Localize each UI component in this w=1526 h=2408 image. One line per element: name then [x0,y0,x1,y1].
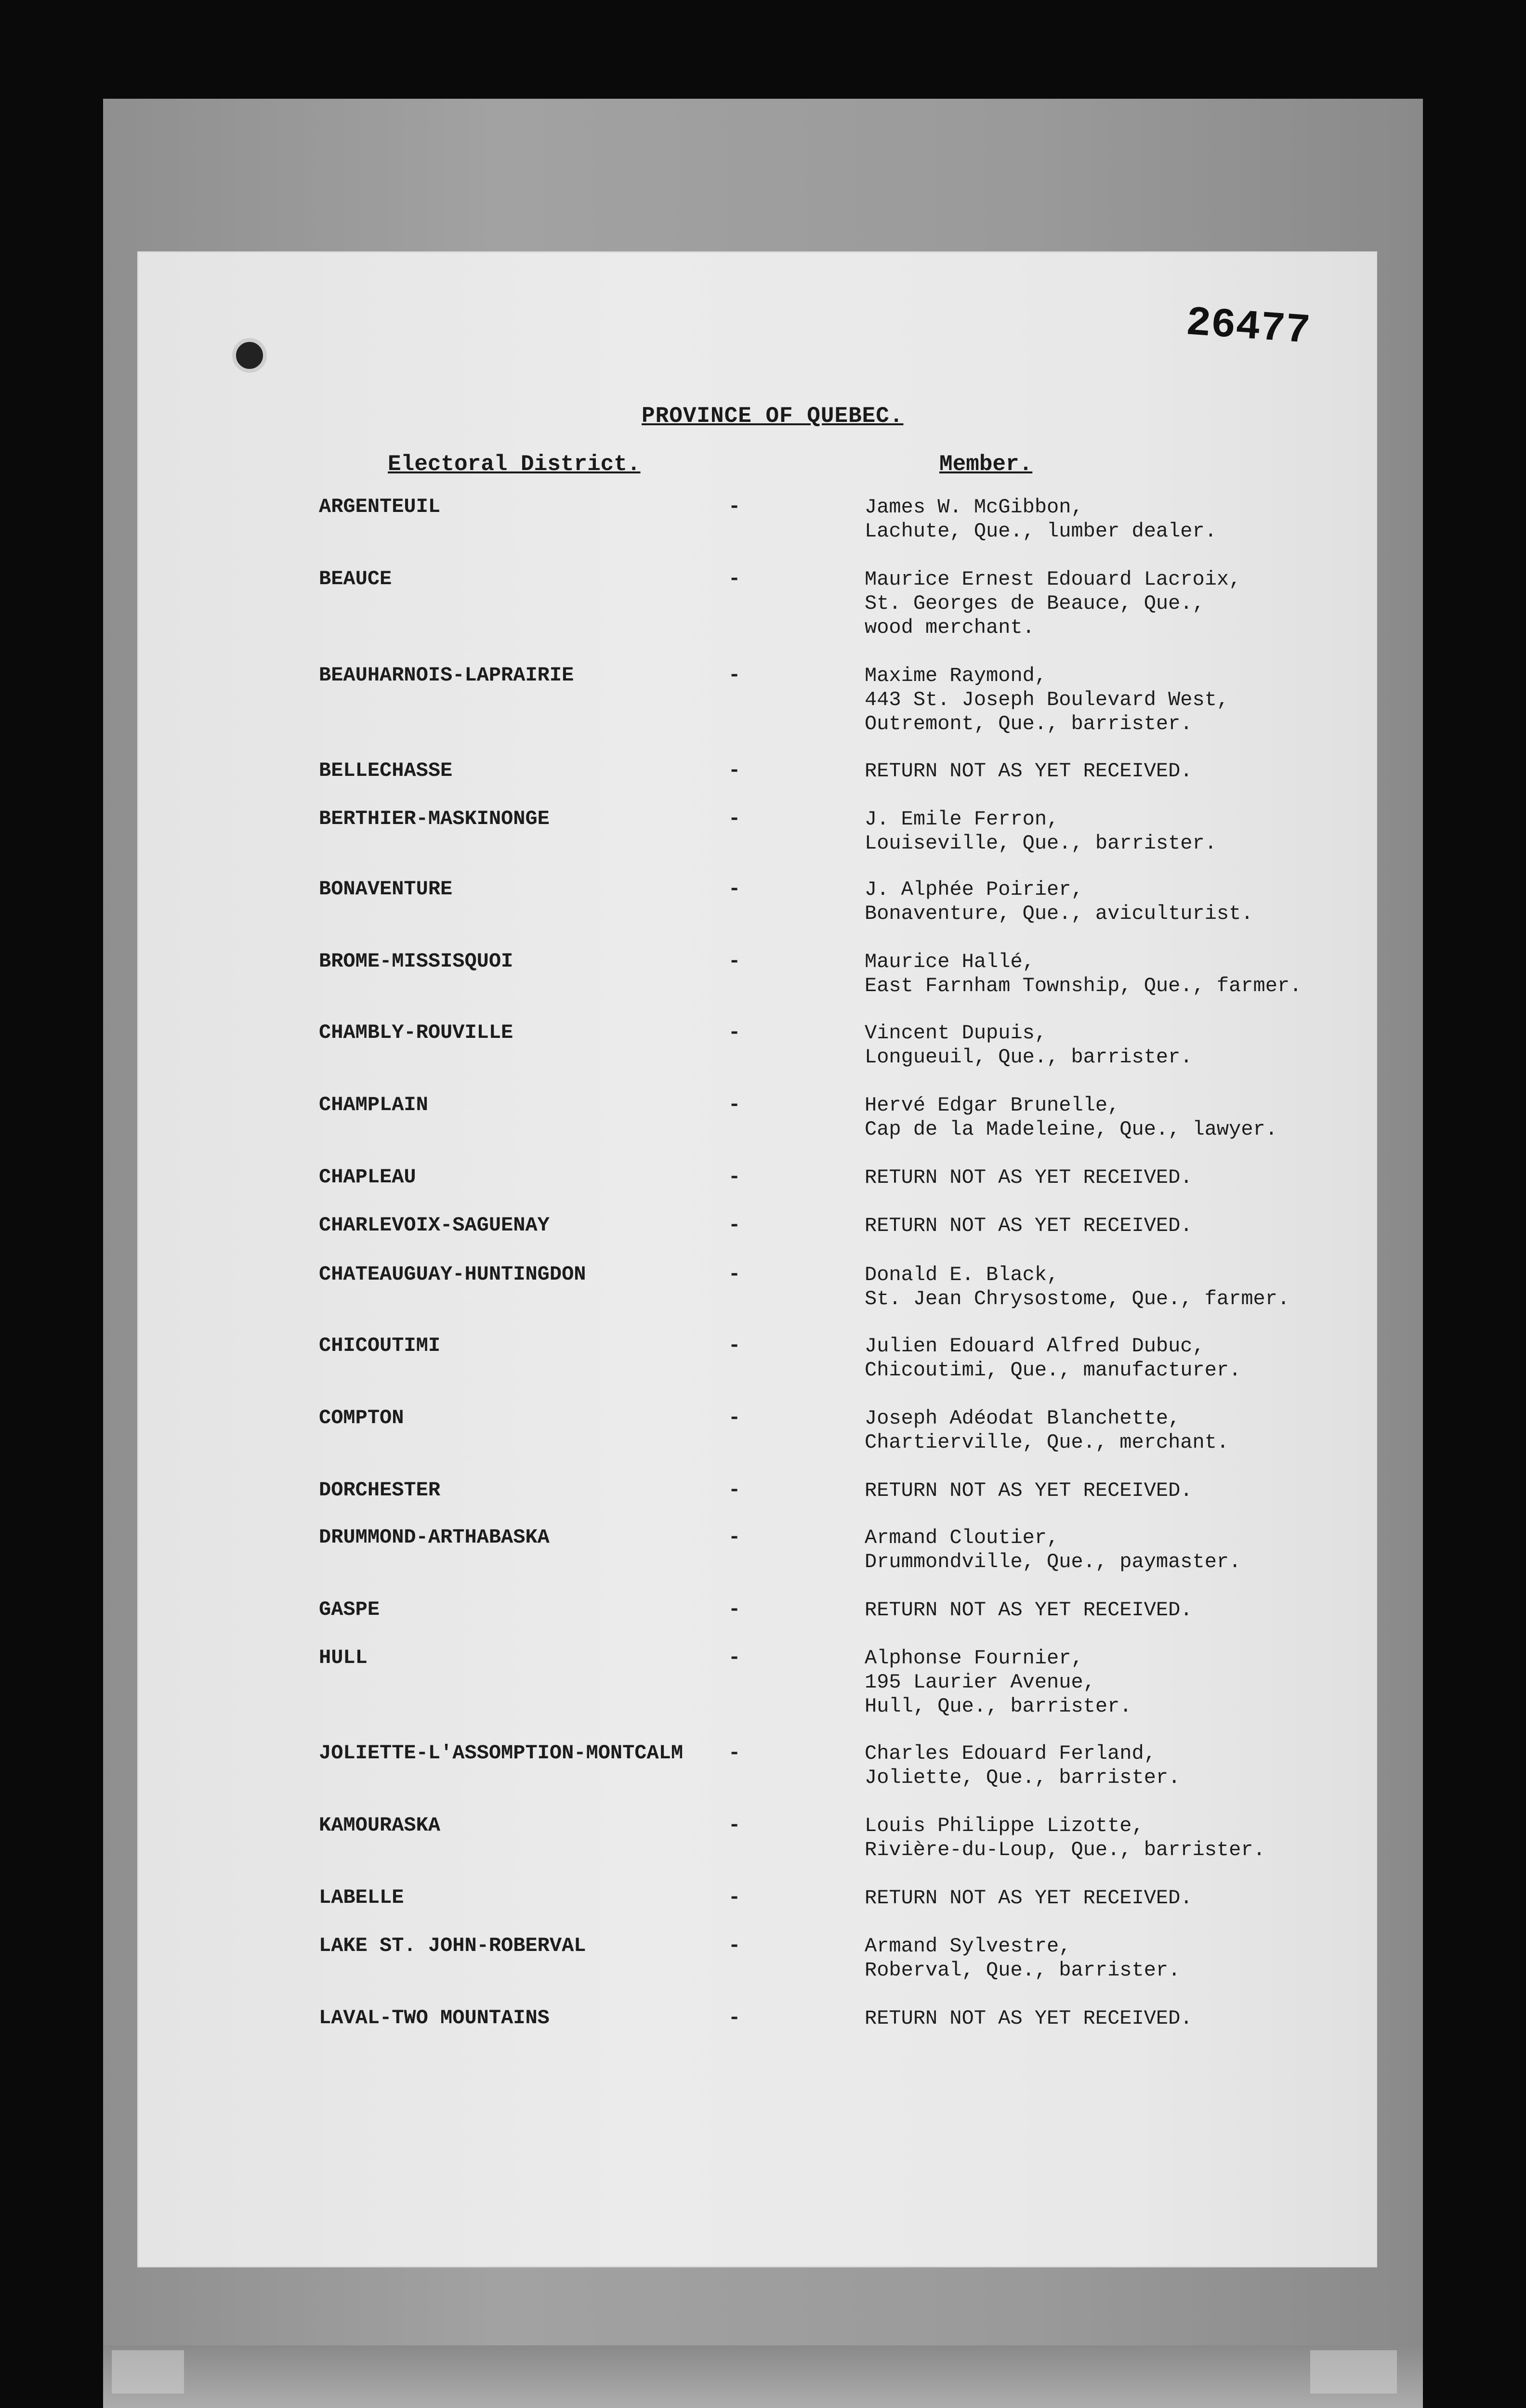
member-line: RETURN NOT AS YET RECEIVED. [865,1166,1193,1189]
member-line: Rivière-du-Loup, Que., barrister. [865,1838,1265,1861]
district-name: LAKE ST. JOHN-ROBERVAL [319,1934,586,1957]
member-details [865,1263,1289,1311]
separator-dash: - [728,664,741,687]
separator-dash: - [728,1646,741,1669]
member-details [865,1479,1193,1503]
separator-dash: - [728,1214,741,1237]
member-line: RETURN NOT AS YET RECEIVED. [865,1214,1193,1237]
district-name: BERTHIER-MASKINONGE [319,807,550,830]
district-name: LABELLE [319,1886,404,1909]
separator-dash: - [728,567,741,590]
document-title: PROVINCE OF QUEBEC. [642,404,904,429]
member-line: Chicoutimi, Que., manufacturer. [865,1359,1241,1382]
member-details [865,807,1217,855]
district-name: GASPE [319,1598,380,1621]
tape-piece [112,2350,184,2394]
member-line: James W. McGibbon, [865,496,1083,519]
separator-dash: - [728,1598,741,1621]
separator-dash: - [728,1406,741,1429]
member-line: Charles Edouard Ferland, [865,1742,1156,1765]
member-details [865,664,1229,736]
member-line: J. Emile Ferron, [865,808,1059,831]
separator-dash: - [728,1479,741,1502]
member-line: Hull, Que., barrister. [865,1695,1132,1718]
member-line: wood merchant. [865,616,1035,639]
page-number-stamp: 26477 [1184,299,1312,355]
member-line: Alphonse Fournier, [865,1647,1083,1670]
member-details [865,950,1302,998]
district-name: BONAVENTURE [319,877,453,901]
member-details [865,1814,1265,1862]
separator-dash: - [728,1526,741,1549]
member-line: East Farnham Township, Que., farmer. [865,974,1302,997]
separator-dash: - [728,1741,741,1765]
member-details [865,1093,1277,1141]
member-line: Outremont, Que., barrister. [865,712,1193,735]
document-page [139,253,1376,2266]
member-line: Louis Philippe Lizotte, [865,1814,1144,1837]
district-name: JOLIETTE-L'ASSOMPTION-MONTCALM [319,1741,684,1765]
district-name: COMPTON [319,1406,404,1429]
member-line: RETURN NOT AS YET RECEIVED. [865,1886,1193,1910]
district-name: CHAMPLAIN [319,1093,428,1116]
member-details [865,877,1253,926]
district-column-header: Electoral District. [388,452,641,477]
member-details [865,1741,1180,1790]
member-line: Maxime Raymond, [865,664,1047,687]
separator-dash: - [728,1334,741,1357]
separator-dash: - [728,1165,741,1189]
separator-dash: - [728,495,741,518]
member-details [865,1598,1193,1622]
district-name: BEAUCE [319,567,392,590]
member-line: Armand Cloutier, [865,1526,1059,1549]
separator-dash: - [728,1263,741,1286]
member-line: 195 Laurier Avenue, [865,1671,1095,1694]
district-name: CHICOUTIMI [319,1334,441,1357]
member-details [865,1934,1180,1982]
district-name: CHARLEVOIX-SAGUENAY [319,1214,550,1237]
member-line: Maurice Ernest Edouard Lacroix, [865,568,1241,591]
separator-dash: - [728,1934,741,1957]
member-line: St. Jean Chrysostome, Que., farmer. [865,1287,1290,1310]
member-details [865,759,1193,783]
member-line: Armand Sylvestre, [865,1935,1071,1958]
member-line: Donald E. Black, [865,1263,1059,1286]
district-name: HULL [319,1646,368,1669]
separator-dash: - [728,807,741,830]
district-name: CHATEAUGUAY-HUNTINGDON [319,1263,586,1286]
member-line: RETURN NOT AS YET RECEIVED. [865,759,1193,783]
separator-dash: - [728,2006,741,2029]
district-name: BROME-MISSISQUOI [319,950,513,973]
separator-dash: - [728,1093,741,1116]
member-line: 443 St. Joseph Boulevard West, [865,688,1229,711]
member-column-header: Member. [939,452,1033,477]
member-line: Cap de la Madeleine, Que., lawyer. [865,1118,1277,1141]
member-details [865,1646,1132,1718]
member-line: Longueuil, Que., barrister. [865,1046,1193,1069]
member-line: St. Georges de Beauce, Que., [865,592,1205,615]
member-details [865,1021,1193,1069]
district-name: KAMOURASKA [319,1814,441,1837]
member-line: Louiseville, Que., barrister. [865,832,1217,855]
member-line: Roberval, Que., barrister. [865,1959,1181,1982]
member-line: Drummondville, Que., paymaster. [865,1550,1241,1573]
separator-dash: - [728,1814,741,1837]
member-details [865,1165,1193,1190]
separator-dash: - [728,877,741,901]
member-line: Bonaventure, Que., aviculturist. [865,902,1253,925]
member-line: Julien Edouard Alfred Dubuc, [865,1335,1205,1358]
tape-piece [1310,2350,1397,2394]
punch-hole [232,338,267,373]
member-details [865,1886,1193,1910]
member-line: J. Alphée Poirier, [865,878,1083,901]
archive-mount-footer [103,2345,1423,2408]
member-line: Hervé Edgar Brunelle, [865,1094,1120,1117]
district-name: CHAMBLY-ROUVILLE [319,1021,513,1044]
member-line: Joseph Adéodat Blanchette, [865,1407,1181,1430]
district-name: BELLECHASSE [319,759,453,782]
district-name: DRUMMOND-ARTHABASKA [319,1526,550,1549]
member-line: RETURN NOT AS YET RECEIVED. [865,2007,1193,2030]
member-line: RETURN NOT AS YET RECEIVED. [865,1598,1193,1622]
member-line: Vincent Dupuis, [865,1021,1047,1045]
member-line: Lachute, Que., lumber dealer. [865,520,1217,543]
district-name: LAVAL-TWO MOUNTAINS [319,2006,550,2029]
member-line: Maurice Hallé, [865,950,1035,973]
separator-dash: - [728,1886,741,1909]
member-details [865,2006,1193,2030]
member-details [865,495,1217,543]
member-details [865,1334,1241,1382]
district-name: BEAUHARNOIS-LAPRAIRIE [319,664,574,687]
member-details [865,1406,1229,1454]
separator-dash: - [728,759,741,782]
member-details [865,1214,1193,1238]
district-name: CHAPLEAU [319,1165,416,1189]
member-details [865,567,1241,640]
separator-dash: - [728,1021,741,1044]
district-name: ARGENTEUIL [319,495,441,518]
member-line: RETURN NOT AS YET RECEIVED. [865,1479,1193,1502]
district-name: DORCHESTER [319,1479,441,1502]
member-line: Joliette, Que., barrister. [865,1766,1181,1789]
separator-dash: - [728,950,741,973]
member-line: Chartierville, Que., merchant. [865,1431,1229,1454]
member-details [865,1526,1241,1574]
